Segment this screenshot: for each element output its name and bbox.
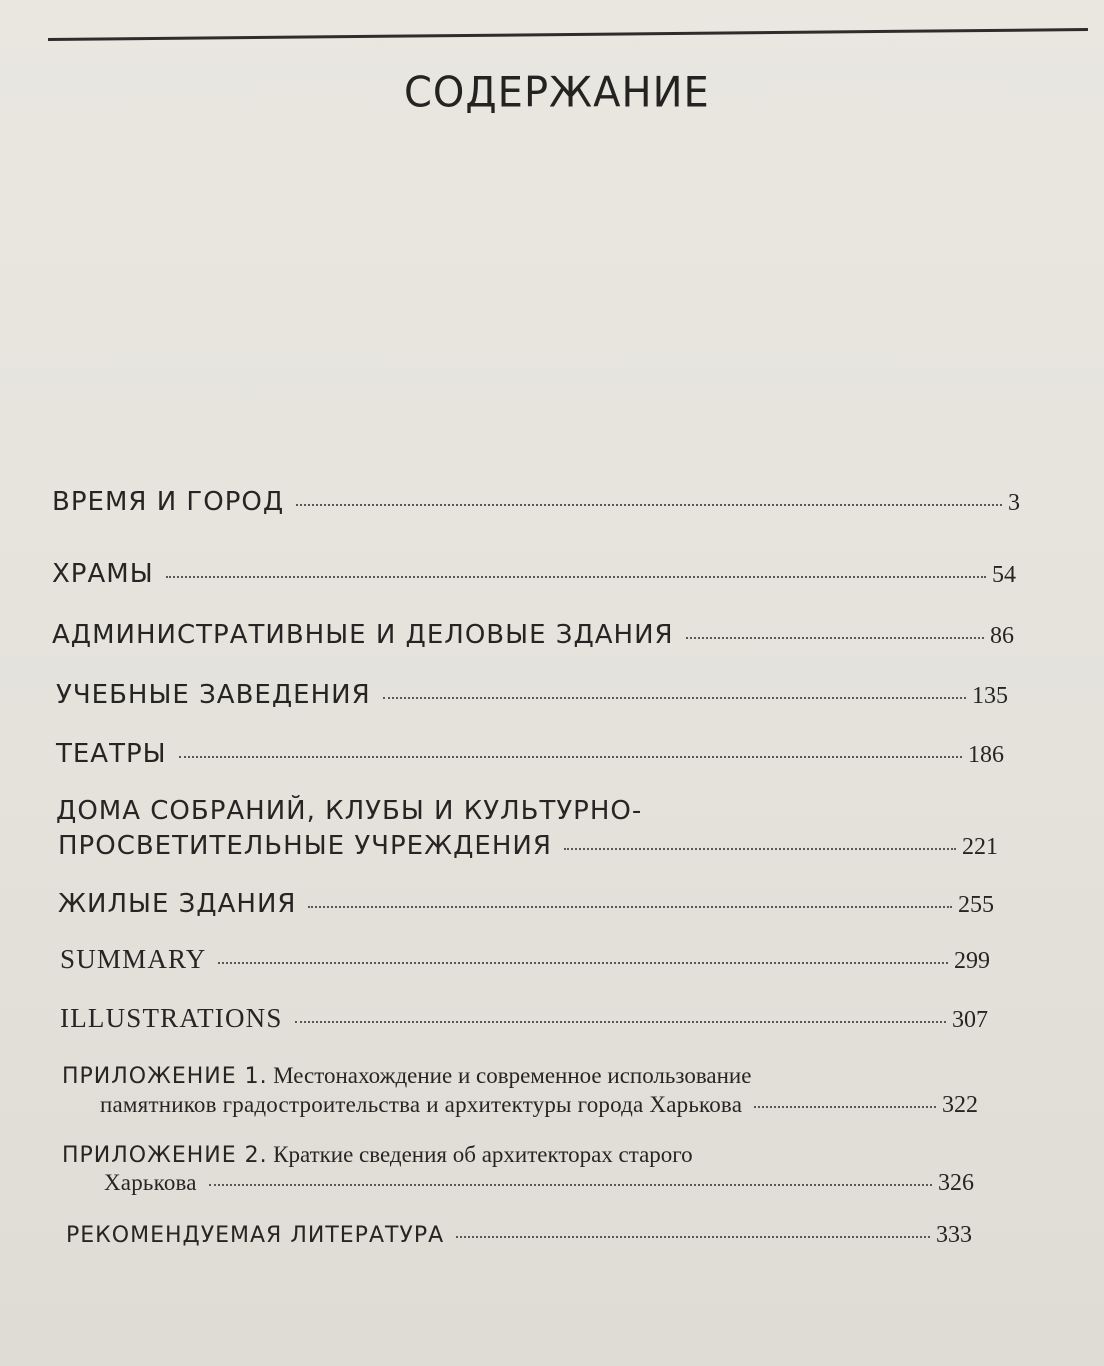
- toc-page-number: 255: [958, 892, 994, 918]
- toc-entry-time-and-city[interactable]: [52, 487, 1020, 517]
- toc-leader-dots: [296, 504, 1002, 506]
- toc-leader-dots: [383, 697, 966, 699]
- toc-entry-theatres[interactable]: [56, 739, 1004, 769]
- toc-page-number: 54: [992, 562, 1016, 588]
- toc-entry-label: РЕКОМЕНДУЕМАЯ ЛИТЕРАТУРА: [66, 1223, 445, 1248]
- toc-leader-dots: [686, 637, 984, 639]
- toc-page-number: 221: [962, 834, 998, 860]
- toc-page-number: 326: [938, 1170, 974, 1196]
- toc-entry-temples[interactable]: [52, 559, 1016, 589]
- toc-page-number: 86: [990, 623, 1014, 649]
- toc-appendix2-line1: [62, 1142, 693, 1168]
- toc-appendix1-text1: Местонахождение и современное использование: [273, 1063, 752, 1088]
- toc-appendix1-lead: ПРИЛОЖЕНИЕ 1.: [62, 1064, 268, 1089]
- toc-entry-assembly-houses[interactable]: [58, 831, 998, 861]
- toc-leader-dots: [456, 1236, 930, 1238]
- toc-leader-dots: [166, 576, 986, 578]
- toc-leader-dots: [295, 1021, 946, 1023]
- toc-entry-illustrations[interactable]: [60, 1003, 988, 1034]
- toc-entry-label: УЧЕБНЫЕ ЗАВЕДЕНИЯ: [56, 680, 371, 710]
- toc-entry-summary[interactable]: [60, 944, 990, 975]
- toc-entry-label: SUMMARY: [60, 944, 207, 974]
- toc-leader-dots: [209, 1184, 932, 1186]
- toc-leader-dots: [564, 848, 956, 850]
- toc-entry-label: памятников градостроительства и архитектуры города Харькова: [100, 1092, 743, 1117]
- toc-entry-recommended-literature[interactable]: [66, 1222, 972, 1249]
- toc-entry-appendix1[interactable]: [100, 1092, 978, 1119]
- toc-appendix2-text1: Краткие сведения об архитекторах старого: [273, 1142, 693, 1167]
- toc-entry-label: ВРЕМЯ И ГОРОД: [52, 487, 285, 517]
- toc-entry-label: ТЕАТРЫ: [56, 739, 167, 769]
- toc-leader-dots: [754, 1106, 936, 1108]
- toc-entry-appendix2[interactable]: [104, 1170, 974, 1197]
- page-title: СОДЕРЖАНИЕ: [404, 68, 710, 118]
- toc-entry-administrative-buildings[interactable]: [52, 620, 1014, 650]
- toc-appendix2-lead: ПРИЛОЖЕНИЕ 2.: [62, 1143, 268, 1168]
- toc-entry-label: ЖИЛЫЕ ЗДАНИЯ: [58, 889, 297, 919]
- toc-page-number: 186: [968, 742, 1004, 768]
- toc-page-number: 135: [972, 683, 1008, 709]
- toc-page-number: 333: [936, 1222, 972, 1248]
- toc-entry-label: ХРАМЫ: [52, 559, 154, 589]
- toc-entry-label: Харькова: [104, 1170, 197, 1195]
- toc-page-number: 307: [952, 1007, 988, 1033]
- toc-entry-label: АДМИНИСТРАТИВНЫЕ И ДЕЛОВЫЕ ЗДАНИЯ: [52, 620, 674, 650]
- toc-entry-label: ILLUSTRATIONS: [60, 1003, 283, 1033]
- toc-entry-label-line1: ДОМА СОБРАНИЙ, КЛУБЫ И КУЛЬТУРНО-: [56, 796, 643, 826]
- toc-entry-residential-buildings[interactable]: [58, 889, 994, 919]
- toc-appendix1-line1: [62, 1063, 751, 1089]
- toc-entry-educational-institutions[interactable]: [56, 680, 1008, 710]
- toc-page-number: 3: [1008, 490, 1020, 516]
- toc-leader-dots: [218, 962, 948, 964]
- toc-entry-label: ПРОСВЕТИТЕЛЬНЫЕ УЧРЕЖДЕНИЯ: [58, 831, 552, 861]
- toc-page-number: 299: [954, 948, 990, 974]
- toc-page-number: 322: [942, 1092, 978, 1118]
- toc-leader-dots: [308, 906, 952, 908]
- toc-leader-dots: [179, 756, 962, 758]
